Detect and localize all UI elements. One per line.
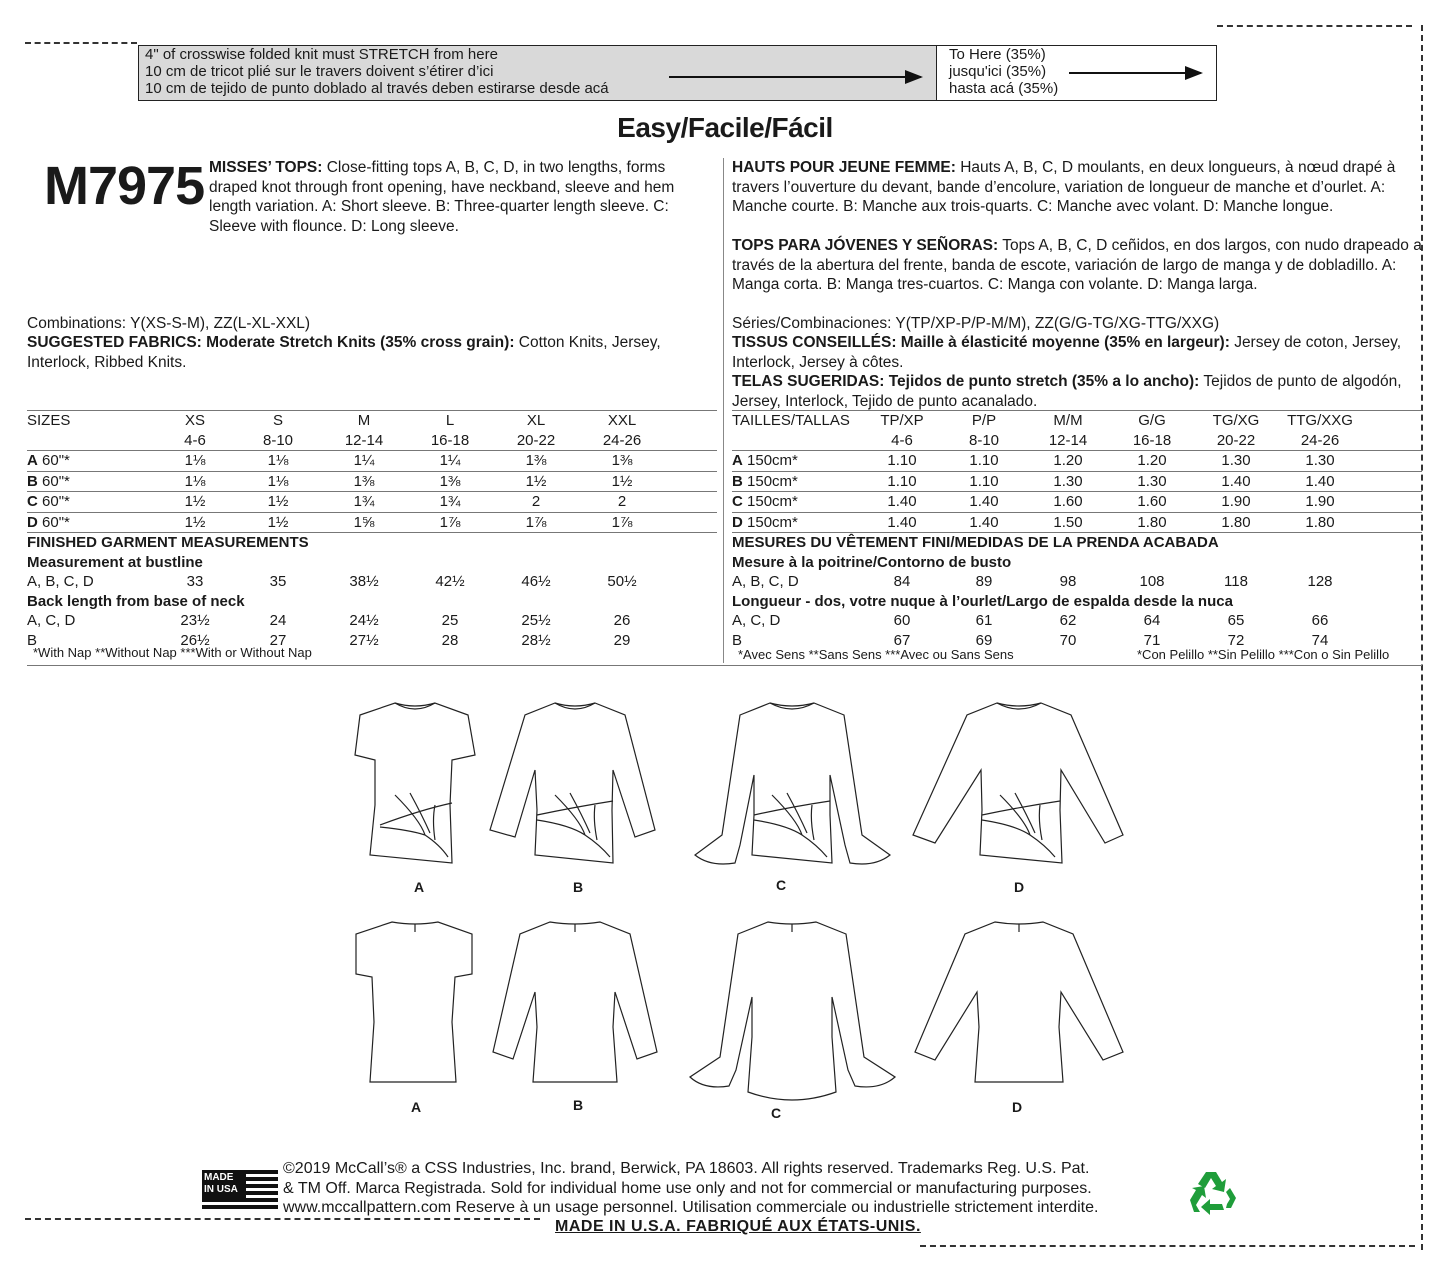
yardage-cell: 1¼ bbox=[321, 451, 407, 472]
sketch-front-c bbox=[690, 695, 895, 875]
size-header: G/G bbox=[1110, 411, 1194, 431]
stretch-gauge bbox=[138, 45, 1217, 101]
size-header: TTG/XXG bbox=[1278, 411, 1362, 431]
fabrics-en-text: Cotton Knits, Jersey, Interlock, Ribbed Knits. bbox=[27, 334, 661, 371]
measure-cell: 64 bbox=[1143, 612, 1161, 629]
yardage-cell: 1⅞ bbox=[579, 512, 665, 533]
measure-cell: 25 bbox=[441, 612, 459, 629]
measure-cell: 128 bbox=[1307, 573, 1333, 590]
yardage-cell: 1.10 bbox=[942, 451, 1026, 472]
view-label-front: C bbox=[776, 877, 787, 893]
gauge-arrow-1 bbox=[669, 76, 921, 78]
measure-cell: 98 bbox=[1059, 573, 1077, 590]
table-row bbox=[27, 451, 717, 472]
size-header: M bbox=[321, 411, 407, 431]
size-range: 4-6 bbox=[155, 431, 235, 451]
copyright-block bbox=[283, 1159, 1098, 1218]
view-label-back: D bbox=[1012, 1099, 1023, 1115]
sketch-front-d bbox=[905, 695, 1130, 870]
difficulty-label: Easy/Facile/Fácil bbox=[617, 112, 833, 143]
size-header: M/M bbox=[1026, 411, 1110, 431]
cut-line-bottom-right bbox=[920, 1245, 1415, 1247]
view-label-front: A bbox=[414, 879, 425, 895]
measure-cell: 60 bbox=[893, 612, 911, 629]
description-es-text: Tops A, B, C, D ceñidos, en dos largos, con nudo drapeado a través de la abertura del frente, banda de escote, variación de largo de manga y de dobladillo. A: Manga corta. B: Manga tres-cuartos. C: Manga con volante. D: Manga larga. bbox=[732, 237, 1422, 293]
pattern-number: M7975 bbox=[44, 156, 205, 216]
size-header: L bbox=[407, 411, 493, 431]
yardage-cell: 1.90 bbox=[1278, 492, 1362, 513]
copyright-line: www.mccallpattern.com Reserve à un usage personnel. Utilisation commerciale ou industrielle strictement interdite. bbox=[283, 1199, 1099, 1216]
yardage-cell: 1½ bbox=[493, 471, 579, 492]
sketch-back-a bbox=[340, 912, 490, 1087]
yardage-cell: 1¾ bbox=[321, 492, 407, 513]
measure-cell: 66 bbox=[1311, 612, 1329, 629]
yardage-cell: 1⅞ bbox=[407, 512, 493, 533]
view-letter: B bbox=[732, 472, 743, 490]
fabrics-en bbox=[27, 333, 717, 372]
measure-cell: 38½ bbox=[349, 573, 379, 590]
combinations-en: Combinations: Y(XS-S-M), ZZ(L-XL-XXL) bbox=[27, 315, 311, 332]
measure-cell: 26½ bbox=[180, 631, 210, 649]
size-header: XL bbox=[493, 411, 579, 431]
yardage-cell: 2 bbox=[493, 492, 579, 513]
finished-measurements-title: FINISHED GARMENT MEASUREMENTS bbox=[27, 534, 309, 551]
gauge-line-fr: 10 cm de tricot plié sur le travers doivent s’étirer d’ici bbox=[145, 63, 494, 80]
size-range: 24-26 bbox=[579, 431, 665, 451]
measure-cell: 27½ bbox=[349, 631, 379, 649]
view-letter: C bbox=[27, 493, 38, 510]
yardage-cell: 1.60 bbox=[1026, 492, 1110, 513]
yardage-cell: 1⅜ bbox=[493, 451, 579, 472]
yardage-cell: 1⅛ bbox=[155, 451, 235, 472]
view-letter: C bbox=[732, 493, 743, 510]
description-en-title: MISSES’ TOPS: bbox=[209, 159, 323, 176]
size-range: 8-10 bbox=[235, 431, 321, 451]
combinations-fr: Séries/Combinaciones: Y(TP/XP-P/P-M/M), ZZ(G/G-TG/XG-TTG/XXG) bbox=[732, 315, 1220, 332]
gauge-to-en: To Here (35%) bbox=[949, 46, 1046, 63]
view-label-back: C bbox=[771, 1105, 782, 1121]
yardage-cell: 1.20 bbox=[1110, 451, 1194, 472]
yardage-cell: 1⅜ bbox=[407, 471, 493, 492]
fabric-width: 150cm* bbox=[747, 493, 798, 510]
yardage-cell: 1.20 bbox=[1026, 451, 1110, 472]
nap-footnote-fr: *Avec Sens **Sans Sens ***Avec ou Sans Sens bbox=[738, 647, 1014, 662]
yardage-cell: 1.30 bbox=[1110, 471, 1194, 492]
yardage-cell: 1⅛ bbox=[235, 471, 321, 492]
size-header: P/P bbox=[942, 411, 1026, 431]
measure-cell: 50½ bbox=[607, 573, 637, 590]
fabric-width: 150cm* bbox=[747, 513, 798, 531]
size-range: 8-10 bbox=[942, 431, 1026, 451]
back-length-title: Back length from base of neck bbox=[27, 592, 245, 610]
fabrics-fr-title: TISSUS CONSEILLÉS: Maille à élasticité moyenne (35% en largeur): bbox=[732, 334, 1230, 351]
measure-cell: 33 bbox=[186, 573, 204, 590]
yardage-cell: 1.40 bbox=[942, 492, 1026, 513]
measure-cell: 70 bbox=[1059, 631, 1077, 649]
size-header: S bbox=[235, 411, 321, 431]
description-en bbox=[209, 158, 717, 236]
size-range: 16-18 bbox=[1110, 431, 1194, 451]
yardage-cell: 1.40 bbox=[1278, 471, 1362, 492]
yardage-cell: 1.30 bbox=[1194, 451, 1278, 472]
size-range: 12-14 bbox=[1026, 431, 1110, 451]
table-row bbox=[732, 471, 1422, 492]
size-range: 20-22 bbox=[493, 431, 579, 451]
table-row bbox=[732, 572, 1422, 592]
description-en-text: Close-fitting tops A, B, C, D, in two lengths, forms draped knot through front opening, have neckband, sleeve and hem length variation. A: Short sleeve. B: Three-quarter length sleeve. C: Sleeve with flounce. D: Long sleeve. bbox=[209, 159, 675, 235]
measure-cell: 67 bbox=[893, 631, 911, 649]
size-table-fr bbox=[732, 410, 1422, 650]
fabrics-fr-text: Jersey de coton, Jersey, Interlock, Jersey à côtes. bbox=[732, 334, 1402, 371]
sizes-label: SIZES bbox=[27, 411, 155, 431]
sketch-front-b bbox=[485, 695, 665, 870]
yardage-cell: 1.10 bbox=[862, 451, 942, 472]
made-in-usa-logo bbox=[202, 1170, 278, 1210]
size-range: 4-6 bbox=[862, 431, 942, 451]
yardage-cell: 1.50 bbox=[1026, 512, 1110, 533]
yardage-cell: 1½ bbox=[235, 492, 321, 513]
yardage-cell: 1.90 bbox=[1194, 492, 1278, 513]
yardage-cell: 1⅛ bbox=[235, 451, 321, 472]
size-header: TP/XP bbox=[862, 411, 942, 431]
yardage-cell: 1.80 bbox=[1110, 512, 1194, 533]
yardage-cell: 1½ bbox=[155, 492, 235, 513]
measure-cell: 89 bbox=[975, 573, 993, 590]
measure-cell: 74 bbox=[1311, 631, 1329, 649]
description-fr-text: Hauts A, B, C, D moulants, en deux longueurs, à nœud drapé à travers l’ouverture du devant, bande d’encolure, variation de longueur de manche et d’ourlet. A: Manche courte. B: Manche aux trois-quarts. C: Manche avec volant. D: Manche longue. bbox=[732, 159, 1396, 215]
fabric-width: 60"* bbox=[42, 472, 70, 490]
fabrics-es bbox=[732, 372, 1422, 411]
finished-measurements-title: MESURES DU VÊTEMENT FINI/MEDIDAS DE LA PRENDA ACABADA bbox=[732, 534, 1219, 551]
size-header: XS bbox=[155, 411, 235, 431]
measure-cell: 26 bbox=[613, 612, 631, 629]
yardage-cell: 1.30 bbox=[1026, 471, 1110, 492]
row-label: A, B, C, D bbox=[732, 573, 799, 590]
size-range: 20-22 bbox=[1194, 431, 1278, 451]
size-header: XXL bbox=[579, 411, 665, 431]
yardage-cell: 2 bbox=[579, 492, 665, 513]
view-letter: B bbox=[27, 472, 38, 490]
yardage-cell: 1.40 bbox=[942, 512, 1026, 533]
view-label-front: D bbox=[1014, 879, 1025, 895]
description-fr bbox=[732, 158, 1422, 217]
bustline-title: Measurement at bustline bbox=[27, 553, 203, 571]
sketch-back-d bbox=[905, 912, 1130, 1087]
measure-cell: 69 bbox=[975, 631, 993, 649]
row-label: A, C, D bbox=[27, 612, 76, 629]
nap-footnote-es: *Con Pelillo **Sin Pelillo ***Con o Sin Pelillo bbox=[1137, 647, 1390, 662]
yardage-cell: 1.10 bbox=[862, 471, 942, 492]
measure-cell: 35 bbox=[269, 573, 287, 590]
description-es bbox=[732, 236, 1422, 295]
yardage-cell: 1.40 bbox=[1194, 471, 1278, 492]
yardage-cell: 1¾ bbox=[407, 492, 493, 513]
fabrics-es-title: TELAS SUGERIDAS: Tejidos de punto stretch (35% a lo ancho): bbox=[732, 373, 1200, 390]
view-letter: D bbox=[732, 513, 743, 531]
row-label: A, C, D bbox=[732, 612, 781, 629]
gauge-line-en: 4" of crosswise folded knit must STRETCH from here bbox=[145, 46, 498, 63]
gauge-to-es: hasta acá (35%) bbox=[949, 80, 1059, 97]
cut-line-top-right bbox=[1217, 25, 1412, 27]
measure-cell: 65 bbox=[1227, 612, 1245, 629]
measure-cell: 24½ bbox=[349, 612, 379, 629]
yardage-cell: 1¼ bbox=[407, 451, 493, 472]
table-row bbox=[732, 611, 1422, 631]
gauge-arrow-2 bbox=[1069, 72, 1201, 74]
table-row bbox=[27, 492, 717, 513]
view-label-back: A bbox=[411, 1099, 422, 1115]
view-letter: A bbox=[27, 452, 38, 469]
table-row bbox=[732, 492, 1422, 513]
sketch-front-a bbox=[340, 695, 490, 870]
table-row bbox=[27, 471, 717, 492]
measure-cell: 108 bbox=[1139, 573, 1165, 590]
view-label-front: B bbox=[573, 879, 584, 895]
fabric-width: 150cm* bbox=[747, 452, 798, 469]
measure-cell: 72 bbox=[1227, 631, 1245, 649]
yardage-cell: 1⅜ bbox=[579, 451, 665, 472]
copyright-line: ©2019 McCall’s® a CSS Industries, Inc. brand, Berwick, PA 18603. All rights reserved. Trademarks Reg. U.S. Pat. bbox=[283, 1160, 1090, 1177]
measure-cell: 28 bbox=[441, 631, 459, 649]
yardage-cell: 1½ bbox=[155, 512, 235, 533]
yardage-cell: 1.40 bbox=[862, 512, 942, 533]
yardage-cell: 1⅝ bbox=[321, 512, 407, 533]
size-range: 16-18 bbox=[407, 431, 493, 451]
measure-cell: 118 bbox=[1224, 573, 1248, 590]
yardage-cell: 1½ bbox=[579, 471, 665, 492]
gauge-to-fr: jusqu'ici (35%) bbox=[949, 63, 1047, 80]
row-label: B bbox=[732, 631, 743, 649]
measure-cell: 61 bbox=[975, 612, 993, 629]
yardage-cell: 1.80 bbox=[1278, 512, 1362, 533]
size-header: TG/XG bbox=[1194, 411, 1278, 431]
description-es-title: TOPS PARA JÓVENES Y SEÑORAS: bbox=[732, 237, 999, 254]
nap-footnote-en: *With Nap **Without Nap ***With or Without Nap bbox=[33, 645, 312, 660]
row-label: B bbox=[27, 631, 38, 649]
cut-line-top bbox=[25, 42, 137, 44]
row-label: A, B, C, D bbox=[27, 573, 94, 590]
column-divider bbox=[723, 158, 724, 663]
measure-cell: 84 bbox=[893, 573, 911, 590]
fabric-width: 60"* bbox=[42, 452, 70, 469]
made-in-usa-text: MADE IN USA bbox=[204, 1172, 238, 1195]
fabric-width: 60"* bbox=[42, 513, 70, 531]
view-letter: A bbox=[732, 452, 743, 469]
back-length-title: Longueur - dos, votre nuque à l’ourlet/Largo de espalda desde la nuca bbox=[732, 592, 1233, 610]
measure-cell: 62 bbox=[1059, 612, 1077, 629]
made-in-usa-line: MADE IN U.S.A. FABRIQUÉ AUX ÉTATS-UNIS. bbox=[555, 1218, 921, 1235]
recycle-icon bbox=[1186, 1168, 1240, 1220]
measure-cell: 42½ bbox=[435, 573, 465, 590]
fabrics-es-text: Tejidos de punto de algodón, Jersey, Interlock, Tejido de punto acanalado. bbox=[732, 373, 1402, 410]
sketch-back-c bbox=[650, 912, 935, 1112]
yardage-cell: 1.10 bbox=[942, 471, 1026, 492]
cut-line-bottom bbox=[25, 1218, 540, 1220]
fabric-width: 150cm* bbox=[747, 472, 798, 490]
fabrics-en-title: SUGGESTED FABRICS: Moderate Stretch Knits (35% cross grain): bbox=[27, 334, 515, 351]
yardage-cell: 1⅜ bbox=[321, 471, 407, 492]
copyright-line: & TM Off. Marca Registrada. Sold for individual home use only and not for commercial or manufacturing purposes. bbox=[283, 1179, 1092, 1197]
yardage-cell: 1.60 bbox=[1110, 492, 1194, 513]
sketch-back-b bbox=[485, 912, 665, 1087]
yardage-cell: 1⅞ bbox=[493, 512, 579, 533]
measure-cell: 28½ bbox=[521, 631, 551, 649]
yardage-cell: 1½ bbox=[235, 512, 321, 533]
table-row bbox=[732, 512, 1422, 533]
size-range: 12-14 bbox=[321, 431, 407, 451]
fabric-width: 60"* bbox=[42, 493, 70, 510]
table-bottom-rule bbox=[27, 665, 1422, 666]
table-row bbox=[732, 451, 1422, 472]
table-row bbox=[27, 611, 717, 631]
measure-cell: 27 bbox=[269, 631, 287, 649]
yardage-cell: 1⅛ bbox=[155, 471, 235, 492]
size-table-en bbox=[27, 410, 717, 650]
measure-cell: 71 bbox=[1143, 631, 1161, 649]
measure-cell: 25½ bbox=[521, 612, 551, 629]
yardage-cell: 1.30 bbox=[1278, 451, 1362, 472]
yardage-cell: 1.40 bbox=[862, 492, 942, 513]
table-row bbox=[27, 512, 717, 533]
sizes-label: TAILLES/TALLAS bbox=[732, 411, 862, 431]
bustline-title: Mesure à la poitrine/Contorno de busto bbox=[732, 553, 1012, 571]
table-row bbox=[27, 572, 717, 592]
view-label-back: B bbox=[573, 1097, 584, 1113]
measure-cell: 23½ bbox=[180, 612, 210, 629]
description-fr-title: HAUTS POUR JEUNE FEMME: bbox=[732, 159, 956, 176]
fabrics-fr bbox=[732, 333, 1422, 372]
measure-cell: 46½ bbox=[521, 573, 551, 590]
view-letter: D bbox=[27, 513, 38, 531]
measure-cell: 29 bbox=[613, 631, 631, 649]
gauge-line-es: 10 cm de tejido de punto doblado al través deben estirarse desde acá bbox=[145, 80, 609, 97]
size-range: 24-26 bbox=[1278, 431, 1362, 451]
measure-cell: 24 bbox=[269, 612, 287, 629]
yardage-cell: 1.80 bbox=[1194, 512, 1278, 533]
